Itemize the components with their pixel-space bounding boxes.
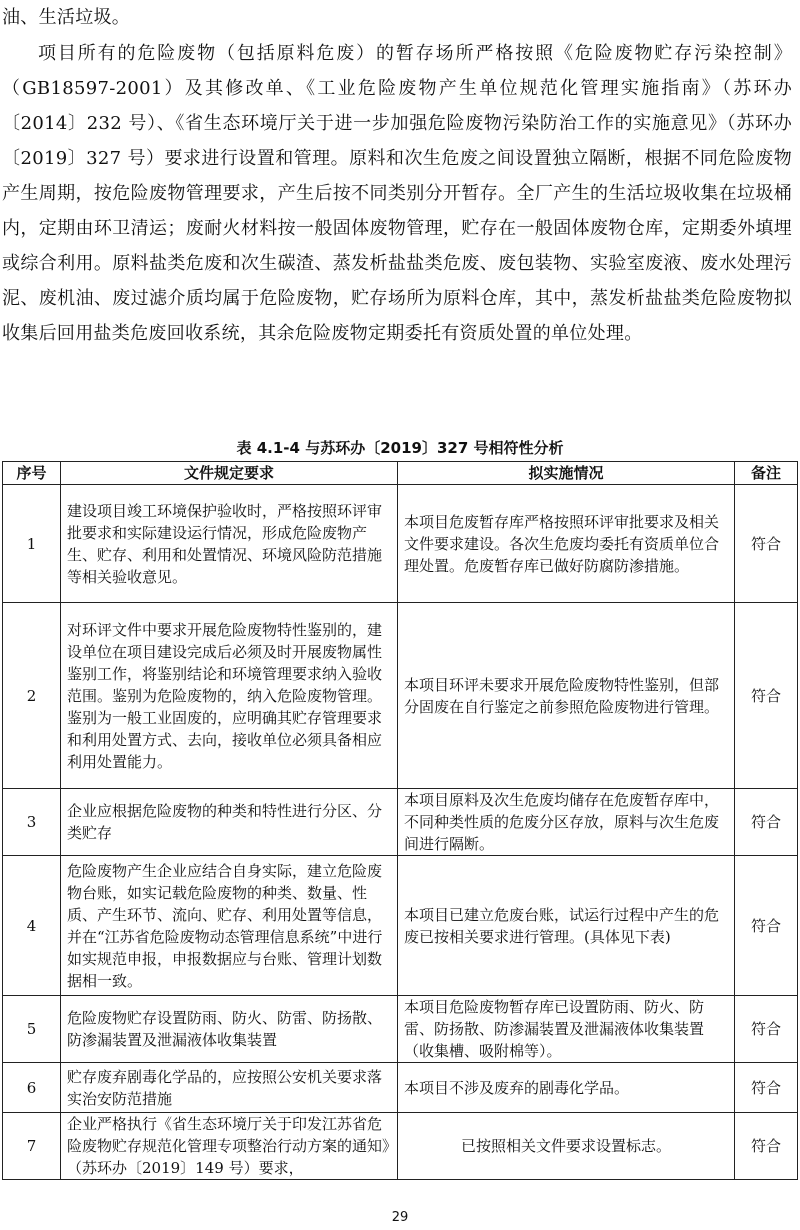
page-number: 29 <box>391 1210 409 1225</box>
table-row <box>3 856 798 996</box>
header-requirement: 文件规定要求 <box>61 462 398 485</box>
row-requirement: 对环评文件中要求开展危险废物特性鉴别的，建设单位在项目建设完成后必须及时开展废物属性鉴别工作，将鉴别结论和环境管理要求纳入验收范围。鉴别为危险废物的，纳入危险废物管理。鉴别为一般工业固废的，应明确其贮存管理要求和利用处置方式、去向，接收单位必须具备相应利用处置能力。 <box>61 603 398 789</box>
row-requirement: 企业严格执行《省生态环境厅关于印发江苏省危险废物贮存规范化管理专项整治行动方案的通知》（苏环办〔2019〕149 号）要求， <box>61 1113 398 1180</box>
row-requirement: 危险废物贮存设置防雨、防火、防雷、防扬散、防渗漏装置及泄漏液体收集装置 <box>61 996 398 1063</box>
row-no: 2 <box>3 603 61 789</box>
table-row <box>3 603 798 789</box>
row-no: 5 <box>3 996 61 1063</box>
row-note: 符合 <box>735 1063 798 1113</box>
row-requirement: 企业应根据危险废物的种类和特性进行分区、分类贮存 <box>61 789 398 856</box>
row-note: 符合 <box>735 789 798 856</box>
row-note: 符合 <box>735 1113 798 1180</box>
row-implementation: 本项目原料及次生危废均储存在危废暂存库中，不同种类性质的危废分区存放，原料与次生危废间进行隔断。 <box>398 789 735 856</box>
row-implementation: 本项目不涉及废弃的剧毒化学品。 <box>398 1063 735 1113</box>
row-requirement: 危险废物产生企业应结合自身实际，建立危险废物台账，如实记载危险废物的种类、数量、性质、产生环节、流向、贮存、利用处置等信息，并在“江苏省危险废物动态管理信息系统”中进行如实规范申报，申报数据应与台账、管理计划数据相一致。 <box>61 856 398 996</box>
row-no: 3 <box>3 789 61 856</box>
header-note: 备注 <box>735 462 798 485</box>
paragraph-hazardous-waste-storage: 项目所有的危险废物（包括原料危废）的暂存场所严格按照《危险废物贮存污染控制》（GB18597-2001）及其修改单、《工业危险废物产生单位规范化管理实施指南》（苏环办〔2014〕232 号）、《省生态环境厅关于进一步加强危险废物污染防治工作的实施意见》（苏环办〔2019〕327 号）要求进行设置和管理。原料和次生危废之间设置独立隔断，根据不同危险废物产生周期，按危险废物管理要求，产生后按不同类别分开暂存。全厂产生的生活垃圾收集在垃圾桶内，定期由环卫清运；废耐火材料按一般固体废物管理，贮存在一般固体废物仓库，定期委外填埋或综合利用。原料盐类危废和次生碳渣、蒸发析盐盐类危废、废包装物、实验室废液、废水处理污泥、废机油、废过滤介质均属于危险废物，贮存场所为原料仓库，其中，蒸发析盐盐类危险废物拟收集后回用盐类危废回收系统，其余危险废物定期委托有资质处置的单位处理。 <box>2 43 792 344</box>
table-row <box>3 1113 798 1180</box>
header-no: 序号 <box>3 462 61 485</box>
row-no: 4 <box>3 856 61 996</box>
table-header-row <box>3 462 798 485</box>
row-requirement: 贮存废弃剧毒化学品的，应按照公安机关要求落实治安防范措施 <box>61 1063 398 1113</box>
table-row <box>3 485 798 603</box>
row-implementation: 本项目已建立危废台账，试运行过程中产生的危废已按相关要求进行管理。(具体见下表) <box>398 856 735 996</box>
row-no: 1 <box>3 485 61 603</box>
table-row <box>3 1063 798 1113</box>
row-note: 符合 <box>735 603 798 789</box>
row-no: 7 <box>3 1113 61 1180</box>
row-note: 符合 <box>735 856 798 996</box>
row-requirement: 建设项目竣工环境保护验收时，严格按照环评审批要求和实际建设运行情况，形成危险废物产生、贮存、利用和处置情况、环境风险防范措施等相关验收意见。 <box>61 485 398 603</box>
header-implementation: 拟实施情况 <box>398 462 735 485</box>
row-implementation: 本项目环评未要求开展危险废物特性鉴别，但部分固废在自行鉴定之前参照危险废物进行管理。 <box>398 603 735 789</box>
table-row <box>3 789 798 856</box>
row-no: 6 <box>3 1063 61 1113</box>
table-caption: 表 4.1-4 与苏环办〔2019〕327 号相符性分析 <box>236 439 564 457</box>
row-implementation: 本项目危废暂存库严格按照环评审批要求及相关文件要求建设。各次生危废均委托有资质单位合理处置。危废暂存库已做好防腐防渗措施。 <box>398 485 735 603</box>
row-note: 符合 <box>735 996 798 1063</box>
row-note: 符合 <box>735 485 798 603</box>
compliance-table <box>2 461 798 1180</box>
table-row <box>3 996 798 1063</box>
row-implementation: 本项目危险废物暂存库已设置防雨、防火、防雷、防扬散、防渗漏装置及泄漏液体收集装置（收集槽、吸附棉等）。 <box>398 996 735 1063</box>
row-implementation: 已按照相关文件要求设置标志。 <box>398 1113 735 1180</box>
paragraph-continuation: 油、生活垃圾。 <box>2 7 131 28</box>
